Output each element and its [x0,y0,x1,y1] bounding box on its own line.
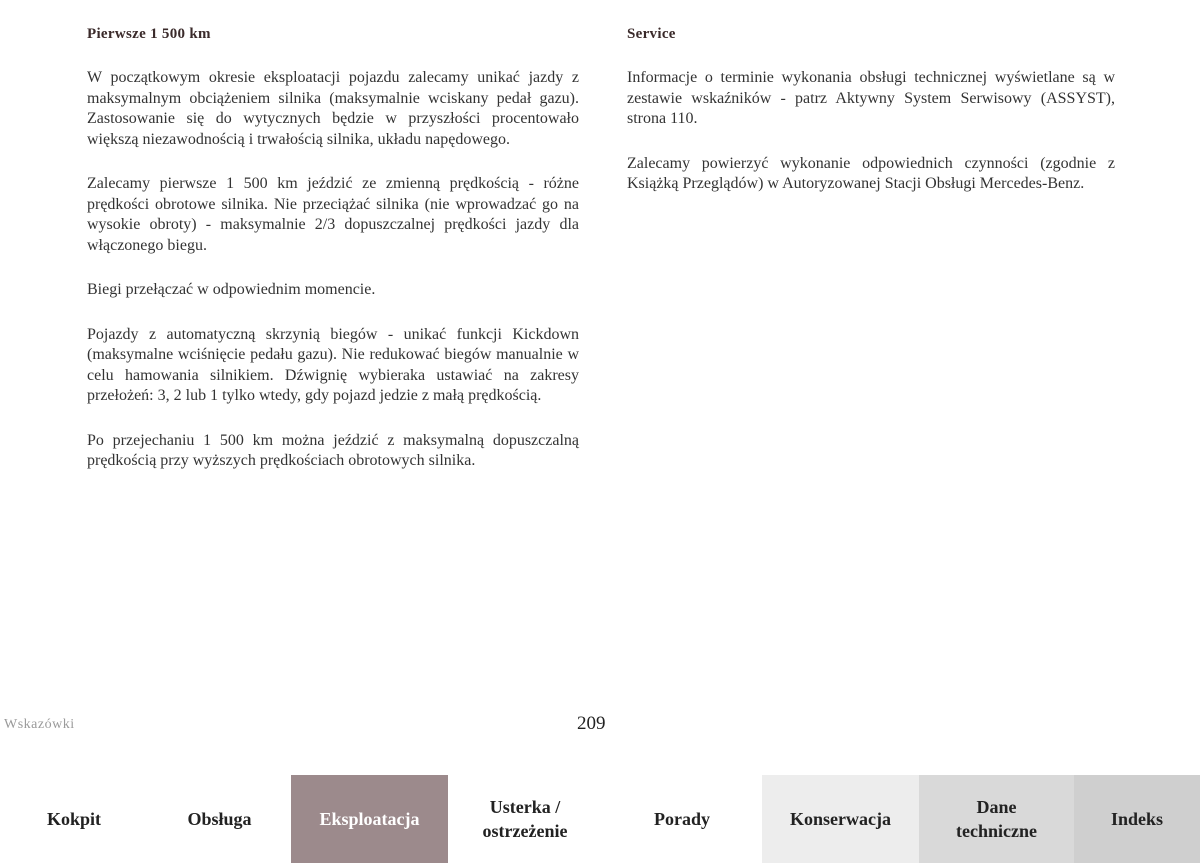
paragraph: Zalecamy powierzyć wykonanie odpowiednich czynności (zgodnie z Książką Przeglądów) w Autoryzowanej Stacji Obsługi Mercedes-Benz. [627,154,1115,192]
tab-dane-techniczne[interactable]: Dane techniczne [919,775,1074,863]
paragraph: Zalecamy pierwsze 1 500 km jeździć ze zmienną prędkością - różne prędkości obrotowe silnika. Nie przeciążać silnika (nie wprowadzać go na wysokie obroty) - maksymalnie 2/3 dopuszczalnej prędkości jazdy dla włączonego biegu. [87,175,579,254]
page-number: 209 [577,713,606,734]
tab-kokpit[interactable]: Kokpit [46,809,102,829]
tab-konserwacja[interactable]: Konserwacja [762,775,919,863]
left-column [87,24,579,496]
paragraph: Po przejechaniu 1 500 km można jeździć z maksymalną dopuszczalną prędkością przy wyższych prędkościach obrotowych silnika. [87,431,579,469]
tab-indeks[interactable]: Indeks [1074,775,1200,863]
chapter-label: Wskazówki [4,717,75,732]
tab-eksploatacja[interactable]: Eksploatacja [291,775,448,863]
section-heading-first-1500km: Pierwsze 1 500 km [87,26,211,42]
section-heading-service: Service [627,26,676,42]
tab-usterka-ostrzezenie[interactable]: Usterka / ostrzeżenie [482,797,568,841]
paragraph: Pojazdy z automatyczną skrzynią biegów - unikać funkcji Kickdown (maksymalne wciśnięcie pedału gazu). Nie redukować biegów manualnie w celu hamowania silnikiem. Dźwignię wybieraka ustawiać na zakresy przełożeń: 3, 2 lub 1 tylko wtedy, gdy pojazd jedzie z małą prędkością. [87,325,579,404]
paragraph: W początkowym okresie eksploatacji pojazdu zalecamy unikać jazdy z maksymalnym obciążeniem silnika (maksymalnie wciskany pedał gazu). Zastosowanie się do wytycznych będzie w przyszłości procentowało większą niezawodnością i trwałością silnika, układu napędowego. [87,69,579,148]
paragraph: Biegi przełączać w odpowiednim momencie. [87,281,376,298]
tab-porady[interactable]: Porady [654,809,710,829]
tab-obsluga[interactable]: Obsługa [187,809,252,829]
right-column [627,24,1115,219]
paragraph: Informacje o terminie wykonania obsługi technicznej wyświetlane są w zestawie wskaźników - patrz Aktywny System Serwisowy (ASSYST), strona 110. [627,69,1115,127]
chapter-tab-bar [0,775,1200,863]
